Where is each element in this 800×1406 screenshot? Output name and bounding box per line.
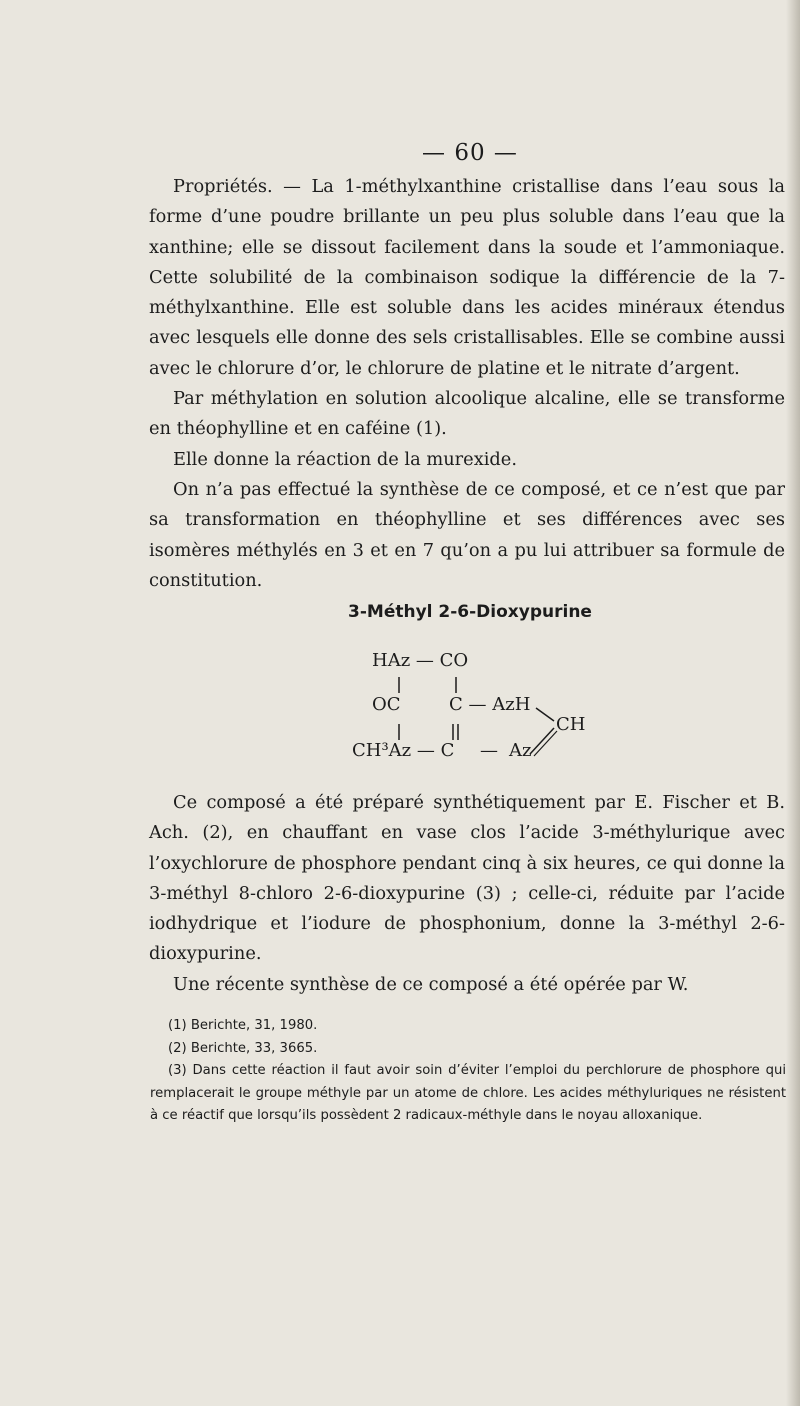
footnote-3: (3) Dans cette réaction il faut avoir soin d’éviter l’emploi du perchlorure de phosphore qui remplacerait le groupe méthyle par un atome de chlore. Les acides méthyluriques ne résistent à ce réactif que lorsqu’ils possèdent 2 radicaux-méthyle dans le noyau alloxanique. [150,1063,786,1123]
footnote-2: (2) Berichte, 33, 3665. [168,1040,318,1056]
footnote-1: (1) Berichte, 31, 1980. [168,1018,318,1033]
formula-row-3-dash: — [480,740,498,761]
page-number: — 60 — [422,140,518,166]
formula-row-1: HAz — CO [372,650,469,671]
paragraph-recent-synthesis: Une récente synthèse de ce composé a été opérée par W. [173,973,689,995]
section-title: 3-Méthyl 2-6-Dioxypurine [348,602,592,622]
formula-oc: OC [372,694,401,715]
structural-formula [352,646,612,766]
paragraph-fischer-synthesis: Ce composé a été préparé synthétiquement par E. Fischer et B. Ach. (2), en chauffant en vase clos l’acide 3-méthylurique avec l’oxychlorure de phosphore pendant cinq à six heures, ce qui donne la 3-méthyl 8-chloro 2-6-dioxypurine (3) ; celle-ci, réduite par l’acide iodhydrique et l’iodure de phosphonium, donne la 3-méthyl 2-6-dioxypurine. [149,792,785,965]
paragraph-properties: Propriétés. — La 1-méthylxanthine cristallise dans l’eau sous la forme d’une poudre brillante un peu plus soluble dans l’eau que la xanthine; elle se dissout facilement dans la soude et l’ammoniaque. Cette solubilité de la combinaison sodique la différencie de la 7-méthylxanthine. Elle est soluble dans les acides minéraux étendus avec lesquels elle donne des sels cristallisables. Elle se combine aussi avec le chlorure d’or, le chlorure de platine et le nitrate d’argent. [149,176,785,379]
top-text-block [149,172,785,596]
formula-c-azh: C — AzH [449,694,531,715]
formula-row-3-az: Az [509,740,532,761]
page-edge-shadow [786,0,800,1406]
footnotes [150,1015,786,1128]
paragraph-synthesis-note: On n’a pas effectué la synthèse de ce composé, et ce n’est que par sa transformation en théophylline et ses différences avec ses isomères méthylés en 3 et en 7 qu’on a pu lui attribuer sa formule de constitution. [149,478,785,591]
formula-ch: CH [556,714,586,735]
bottom-text-block [149,788,785,1000]
paragraph-murexide: Elle donne la réaction de la murexide. [173,448,517,470]
paragraph-methylation: Par méthylation en solution alcoolique alcaline, elle se transforme en théophylline et en caféine (1). [149,388,785,440]
formula-row-3-left: CH³Az — C [352,740,455,761]
